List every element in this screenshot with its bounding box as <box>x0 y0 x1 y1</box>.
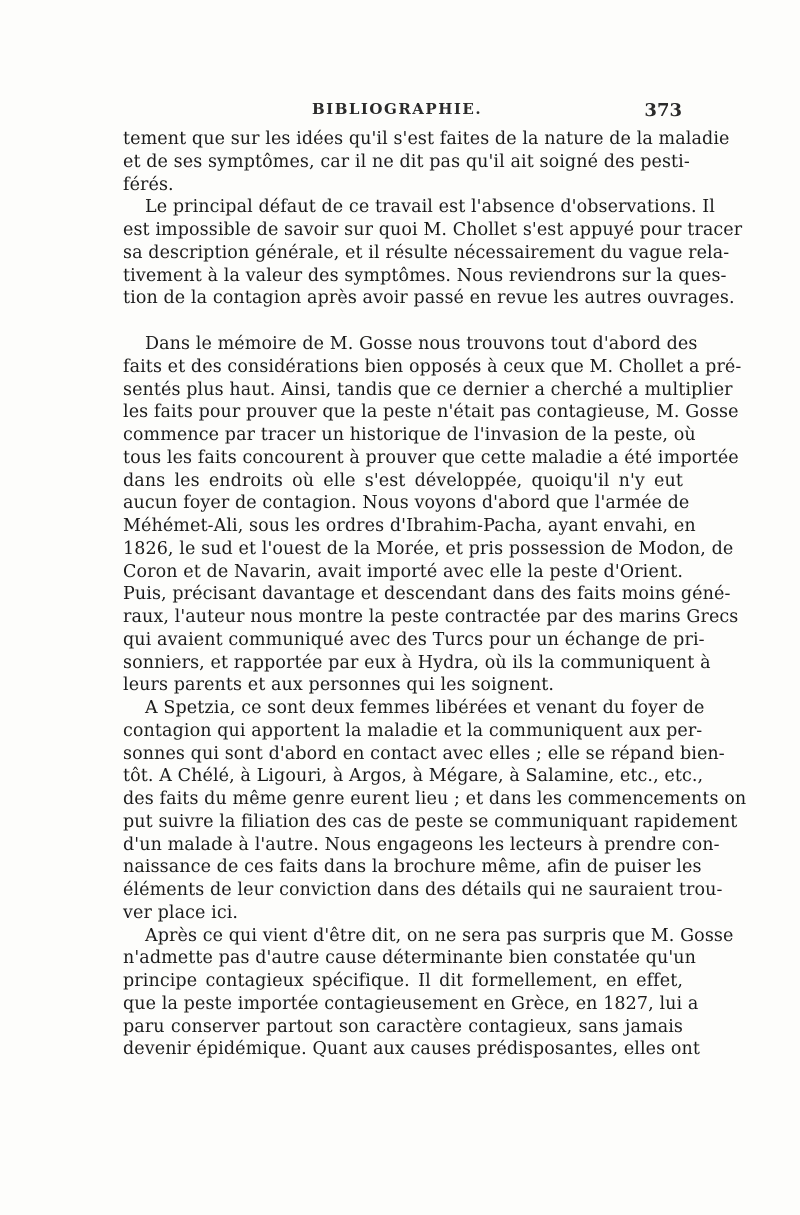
text-line: leurs parents et aux personnes qui les soignent. <box>123 675 555 696</box>
text-line: n'admette pas d'autre cause déterminante bien constatée qu'un <box>123 948 696 969</box>
text-line: ver place ici. <box>123 902 239 923</box>
running-head <box>122 100 682 130</box>
text-line: principe contagieux spécifique. Il dit formellement, en effet, <box>123 971 683 991</box>
text-line: Le principal défaut de ce travail est l'absence d'observations. Il <box>145 197 715 218</box>
text-line: aucun foyer de contagion. Nous voyons d'abord que l'armée de <box>123 493 690 514</box>
text-line: tivement à la valeur des symptômes. Nous reviendrons sur la ques- <box>123 265 727 286</box>
text-line: devenir épidémique. Quant aux causes prédisposantes, elles ont <box>123 1039 701 1060</box>
text-line: commence par tracer un historique de l'invasion de la peste, où <box>123 425 696 445</box>
paragraph <box>123 333 742 697</box>
text-line: les faits pour prouver que la peste n'était pas contagieuse, M. Gosse <box>123 402 739 423</box>
text-line: tôt. A Chélé, à Ligouri, à Argos, à Mégare, à Salamine, etc., etc., <box>123 766 704 787</box>
body-text <box>123 128 747 1061</box>
paragraph <box>123 925 734 1062</box>
text-line: Puis, précisant davantage et descendant dans des faits moins géné- <box>123 584 731 605</box>
running-title: BIBLIOGRAPHIE. <box>312 100 483 118</box>
text-line: A Spetzia, ce sont deux femmes libérées et venant du foyer de <box>145 698 705 718</box>
text-line: naissance de ces faits dans la brochure même, afin de puiser les <box>123 857 702 878</box>
text-line: et de ses symptômes, car il ne dit pas qu'il ait soigné des pesti- <box>123 151 690 172</box>
text-line: paru conserver partout son caractère contagieux, sans jamais <box>123 1016 683 1037</box>
text-line: d'un malade à l'autre. Nous engageons les lecteurs à prendre con- <box>123 834 720 855</box>
text-line: Méhémet-Ali, sous les ordres d'Ibrahim-Pacha, ayant envahi, en <box>123 516 696 536</box>
text-line: put suivre la filiation des cas de peste se communiquant rapidement <box>123 811 738 832</box>
page-number: 373 <box>644 100 682 121</box>
text-line: faits et des considérations bien opposés à ceux que M. Chollet a pré- <box>123 356 742 377</box>
paragraph <box>123 196 743 310</box>
text-line: éléments de leur conviction dans des détails qui ne sauraient trou- <box>123 880 723 900</box>
text-line: sonnes qui sont d'abord en contact avec elles ; elle se répand bien- <box>123 743 725 764</box>
text-line: qui avaient communiqué avec des Turcs pour un échange de pri- <box>123 629 705 650</box>
text-line: férés. <box>123 174 174 195</box>
paragraph <box>123 128 730 196</box>
text-line: raux, l'auteur nous montre la peste contractée par des marins Grecs <box>123 607 739 627</box>
text-line: que la peste importée contagieusement en Grèce, en 1827, lui a <box>123 993 699 1014</box>
text-line: des faits du même genre eurent lieu ; et dans les commencements on <box>123 789 747 809</box>
paragraph-gap <box>123 310 683 333</box>
text-line: sonniers, et rapportée par eux à Hydra, où ils la communiquent à <box>123 652 711 673</box>
text-line: tion de la contagion après avoir passé en revue les autres ouvrages. <box>123 288 735 309</box>
text-line: Après ce qui vient d'être dit, on ne sera pas surpris que M. Gosse <box>145 925 734 946</box>
text-line: tous les faits concourent à prouver que cette maladie a été importée <box>123 447 739 468</box>
text-line: est impossible de savoir sur quoi M. Chollet s'est appuyé pour tracer <box>123 220 743 240</box>
text-line: Coron et de Navarin, avait importé avec elle la peste d'Orient. <box>123 561 683 582</box>
text-line: Dans le mémoire de M. Gosse nous trouvons tout d'abord des <box>145 334 698 354</box>
paragraph <box>123 697 747 925</box>
text-line: sentés plus haut. Ainsi, tandis que ce dernier a cherché a multiplier <box>123 379 733 400</box>
text-line: contagion qui apportent la maladie et la communiquent aux per- <box>123 720 703 741</box>
text-line: 1826, le sud et l'ouest de la Morée, et pris possession de Modon, de <box>123 538 734 559</box>
text-line: sa description générale, et il résulte nécessairement du vague rela- <box>123 242 730 263</box>
text-line: tement que sur les idées qu'il s'est faites de la nature de la maladie <box>123 129 730 149</box>
text-line: dans les endroits où elle s'est développée, quoiqu'il n'y eut <box>123 470 683 491</box>
